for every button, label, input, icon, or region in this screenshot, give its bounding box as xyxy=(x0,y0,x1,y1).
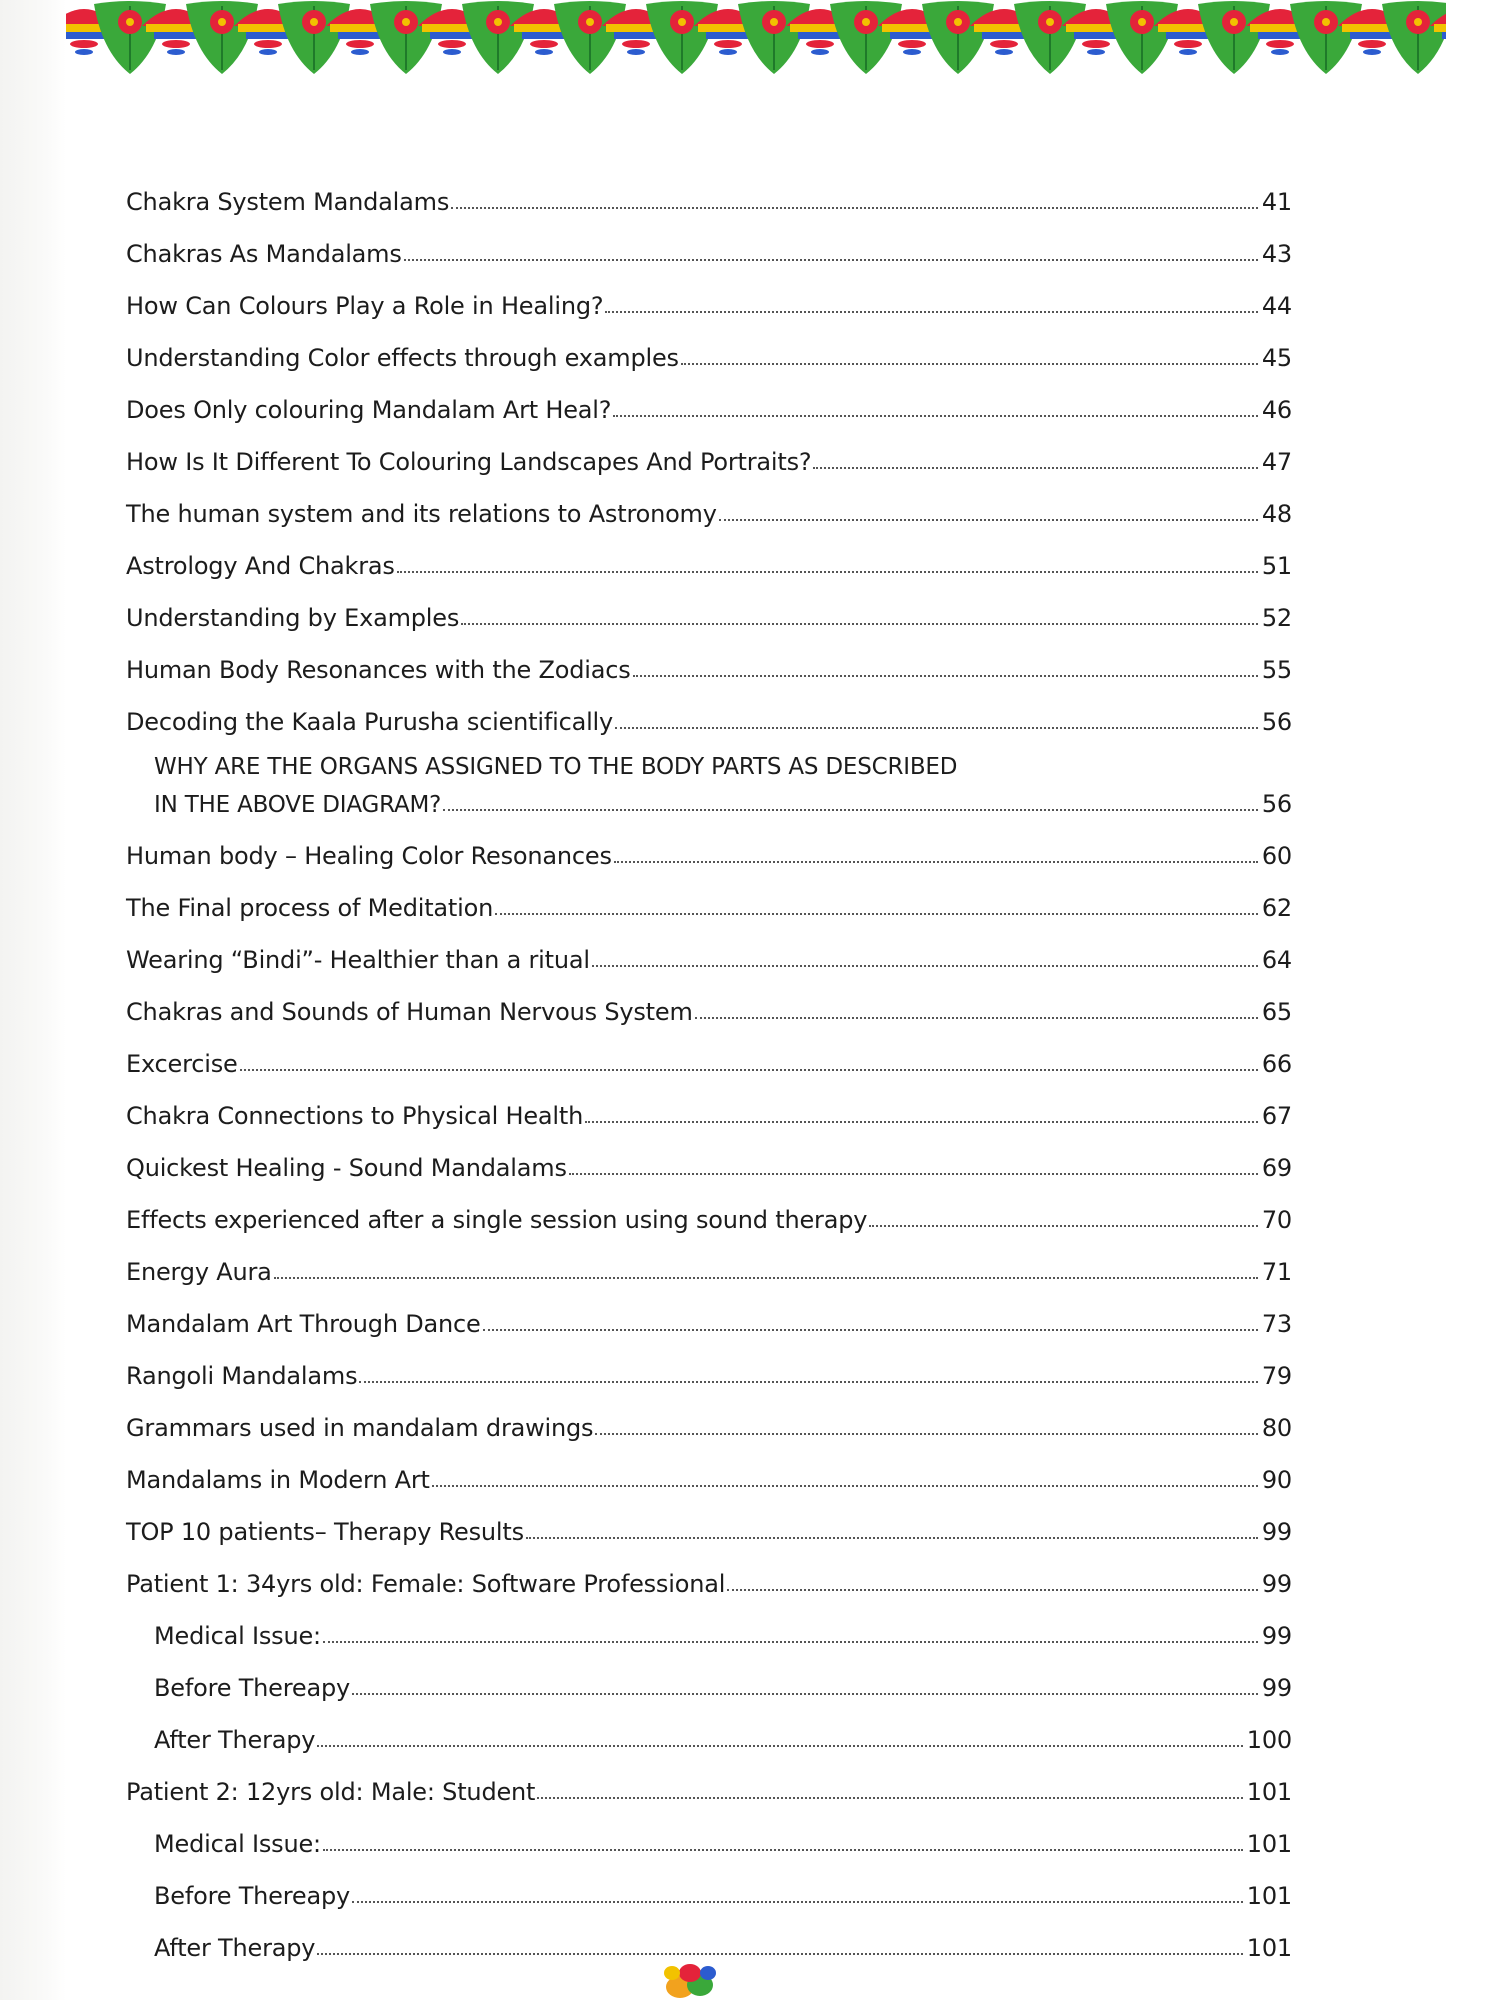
flower-base xyxy=(622,40,650,48)
toc-entry-page-number: 46 xyxy=(1261,396,1292,424)
leaf-flower-center xyxy=(678,18,686,26)
flower-base xyxy=(714,40,742,48)
toc-entry[interactable] xyxy=(126,824,1292,876)
toc-entry-page-number: 99 xyxy=(1261,1570,1292,1598)
toc-entry-page-number: 73 xyxy=(1261,1310,1292,1338)
dot-leader xyxy=(633,675,1258,677)
flower-base xyxy=(719,49,737,55)
toc-entry-title: Energy Aura xyxy=(126,1258,272,1286)
toc-entry-title: Mandalam Art Through Dance xyxy=(126,1310,481,1338)
toc-entry-title: How Is It Different To Colouring Landscapes And Portraits? xyxy=(126,448,812,476)
hands-logo-ornament xyxy=(652,1955,732,2000)
flower-base xyxy=(535,49,553,55)
dot-leader xyxy=(615,727,1258,729)
toc-entry-page-number: 56 xyxy=(1261,708,1292,736)
toc-entry[interactable] xyxy=(126,1084,1292,1136)
dot-leader xyxy=(404,259,1258,261)
dot-leader xyxy=(274,1277,1258,1279)
toc-entry-page-number: 100 xyxy=(1246,1726,1292,1754)
toc-entry[interactable] xyxy=(126,1292,1292,1344)
toc-entry-title: Before Thereapy xyxy=(154,1882,350,1910)
dot-leader xyxy=(592,965,1258,967)
dot-leader xyxy=(537,1797,1243,1799)
toc-entry[interactable] xyxy=(126,1552,1292,1604)
toc-entry-page-number: 99 xyxy=(1261,1674,1292,1702)
flower-band xyxy=(982,32,1026,39)
flower-band xyxy=(1442,32,1446,39)
flower-base xyxy=(1179,49,1197,55)
toc-entry[interactable] xyxy=(126,482,1292,534)
toc-entry-title: Quickest Healing - Sound Mandalams xyxy=(126,1154,567,1182)
decorative-leaf-border xyxy=(66,0,1446,82)
flower-base xyxy=(1271,49,1289,55)
toc-entry-page-number: 62 xyxy=(1261,894,1292,922)
dot-leader xyxy=(681,363,1258,365)
toc-entry-page-number: 101 xyxy=(1246,1934,1292,1962)
dot-leader xyxy=(432,1485,1258,1487)
toc-entry[interactable] xyxy=(126,586,1292,638)
toc-entry-title: Effects experienced after a single session using sound therapy xyxy=(126,1206,868,1234)
toc-entry[interactable] xyxy=(126,928,1292,980)
toc-entry-page-number: 80 xyxy=(1261,1414,1292,1442)
toc-entry[interactable] xyxy=(126,534,1292,586)
flower-base xyxy=(1358,40,1386,48)
leaf-flower-center xyxy=(402,18,410,26)
dot-leader xyxy=(869,1225,1258,1227)
flower-base xyxy=(627,49,645,55)
flower-band xyxy=(1434,24,1446,32)
toc-entry-title: After Therapy xyxy=(154,1934,316,1962)
toc-entry-page-number: 51 xyxy=(1261,552,1292,580)
toc-entry-title: Before Thereapy xyxy=(154,1674,350,1702)
toc-entry-title: Chakras and Sounds of Human Nervous System xyxy=(126,998,693,1026)
dot-leader xyxy=(483,1329,1258,1331)
flower-band xyxy=(338,32,382,39)
toc-entry[interactable] xyxy=(126,690,1292,742)
toc-entry-page-number: 47 xyxy=(1261,448,1292,476)
flower-band xyxy=(798,32,842,39)
table-of-contents xyxy=(126,170,1292,1968)
toc-entry-title: Medical Issue: xyxy=(154,1622,321,1650)
toc-entry-title: Chakra System Mandalams xyxy=(126,188,450,216)
toc-entry-title: Human body – Healing Color Resonances xyxy=(126,842,612,870)
dot-leader xyxy=(695,1017,1258,1019)
toc-entry-page-number: 99 xyxy=(1261,1518,1292,1546)
toc-entry-title: After Therapy xyxy=(154,1726,316,1754)
toc-subheading-entry[interactable] xyxy=(126,742,1292,824)
dot-leader xyxy=(443,809,1258,811)
toc-entry[interactable] xyxy=(126,430,1292,482)
toc-entry-title: Medical Issue: xyxy=(154,1830,321,1858)
flower-band xyxy=(154,32,198,39)
flower-base xyxy=(903,49,921,55)
toc-entry-title: Excercise xyxy=(126,1050,238,1078)
flower-base xyxy=(995,49,1013,55)
dot-leader xyxy=(240,1069,1258,1071)
flower-base xyxy=(438,40,466,48)
leaf-flower-center xyxy=(770,18,778,26)
toc-entry-page-number: 67 xyxy=(1261,1102,1292,1130)
leaf-flower-center xyxy=(954,18,962,26)
toc-entry-title: The Final process of Meditation xyxy=(126,894,494,922)
flower-base xyxy=(1363,49,1381,55)
toc-entry-page-number: 90 xyxy=(1261,1466,1292,1494)
toc-entry[interactable] xyxy=(126,1396,1292,1448)
toc-entry-title: TOP 10 patients– Therapy Results xyxy=(126,1518,524,1546)
toc-entry-title: Chakras As Mandalams xyxy=(126,240,402,268)
flower-band xyxy=(430,32,474,39)
dot-leader xyxy=(605,311,1257,313)
toc-entry[interactable] xyxy=(126,326,1292,378)
dot-leader xyxy=(595,1433,1257,1435)
leaf-flower-center xyxy=(1414,18,1422,26)
toc-entry-title: Grammars used in mandalam drawings xyxy=(126,1414,594,1442)
toc-entry[interactable] xyxy=(126,1136,1292,1188)
dot-leader xyxy=(461,623,1258,625)
flower-base xyxy=(1266,40,1294,48)
toc-entry-page-number: 70 xyxy=(1261,1206,1292,1234)
dot-leader xyxy=(451,207,1258,209)
toc-entry-title: Understanding by Examples xyxy=(126,604,460,632)
toc-subheading-line1: WHY ARE THE ORGANS ASSIGNED TO THE BODY PARTS AS DESCRIBED xyxy=(154,754,958,780)
toc-entry-page-number: 65 xyxy=(1261,998,1292,1026)
leaf-flower-center xyxy=(1230,18,1238,26)
dot-leader xyxy=(614,861,1258,863)
flower-band xyxy=(246,32,290,39)
dot-leader xyxy=(317,1745,1242,1747)
toc-entry-page-number: 99 xyxy=(1261,1622,1292,1650)
flower-base xyxy=(162,40,190,48)
dot-leader xyxy=(323,1849,1243,1851)
leaf-flower-center xyxy=(1138,18,1146,26)
flower-band xyxy=(522,32,566,39)
toc-entry[interactable] xyxy=(126,1188,1292,1240)
toc-entry-title: Decoding the Kaala Purusha scientifically xyxy=(126,708,614,736)
flower-base xyxy=(254,40,282,48)
dot-leader xyxy=(323,1641,1258,1643)
toc-entry-page-number: 79 xyxy=(1261,1362,1292,1390)
leaf-flower-center xyxy=(310,18,318,26)
toc-entry-page-number: 69 xyxy=(1261,1154,1292,1182)
flower-base xyxy=(806,40,834,48)
toc-entry-page-number: 48 xyxy=(1261,500,1292,528)
flower-base xyxy=(70,40,98,48)
flower-base xyxy=(1174,40,1202,48)
toc-entry[interactable] xyxy=(126,170,1292,222)
toc-entry[interactable] xyxy=(126,1240,1292,1292)
leaf-flower-pattern xyxy=(66,0,1446,82)
toc-entry[interactable] xyxy=(126,378,1292,430)
toc-entry[interactable] xyxy=(126,1656,1292,1708)
dot-leader xyxy=(813,467,1257,469)
toc-entry[interactable] xyxy=(126,1448,1292,1500)
flower-base xyxy=(259,49,277,55)
flower-band xyxy=(66,32,106,39)
dot-leader xyxy=(352,1693,1258,1695)
toc-entry[interactable] xyxy=(126,222,1292,274)
toc-entry-page-number: 101 xyxy=(1246,1882,1292,1910)
toc-entry-title: Mandalams in Modern Art xyxy=(126,1466,430,1494)
dot-leader xyxy=(569,1173,1258,1175)
flower-base xyxy=(346,40,374,48)
flower-base xyxy=(75,49,93,55)
flower-base xyxy=(898,40,926,48)
toc-entry-page-number: 41 xyxy=(1261,188,1292,216)
flower-band xyxy=(614,32,658,39)
flower-base xyxy=(167,49,185,55)
toc-entry-title: Astrology And Chakras xyxy=(126,552,395,580)
dot-leader xyxy=(727,1589,1258,1591)
leaf-flower-center xyxy=(494,18,502,26)
leaf-flower-center xyxy=(862,18,870,26)
flower-base xyxy=(811,49,829,55)
leaf-flower-center xyxy=(1322,18,1330,26)
toc-entry-title: Understanding Color effects through examples xyxy=(126,344,679,372)
flower-base xyxy=(1082,40,1110,48)
toc-entry-page-number: 43 xyxy=(1261,240,1292,268)
flower-base xyxy=(351,49,369,55)
dot-leader xyxy=(495,913,1258,915)
toc-entry-title: Human Body Resonances with the Zodiacs xyxy=(126,656,631,684)
toc-entry-page-number: 55 xyxy=(1261,656,1292,684)
dot-leader xyxy=(585,1121,1258,1123)
toc-entry-page-number: 44 xyxy=(1261,292,1292,320)
toc-entry[interactable] xyxy=(126,1708,1292,1760)
flower-base xyxy=(990,40,1018,48)
toc-entry-title: Patient 2: 12yrs old: Male: Student xyxy=(126,1778,536,1806)
toc-entry[interactable] xyxy=(126,1604,1292,1656)
dot-leader xyxy=(613,415,1258,417)
dot-leader xyxy=(317,1953,1242,1955)
flower-band xyxy=(706,32,750,39)
toc-entry[interactable] xyxy=(126,638,1292,690)
flower-base xyxy=(530,40,558,48)
flower-band xyxy=(1166,32,1210,39)
flower-band xyxy=(890,32,934,39)
leaf-flower-center xyxy=(1046,18,1054,26)
toc-entry-title: Does Only colouring Mandalam Art Heal? xyxy=(126,396,612,424)
toc-entry-title: The human system and its relations to Astronomy xyxy=(126,500,717,528)
dot-leader xyxy=(719,519,1258,521)
toc-entry[interactable] xyxy=(126,1760,1292,1812)
toc-entry[interactable] xyxy=(126,1032,1292,1084)
toc-entry[interactable] xyxy=(126,1812,1292,1864)
toc-entry-page-number: 52 xyxy=(1261,604,1292,632)
toc-entry-title: Rangoli Mandalams xyxy=(126,1362,358,1390)
toc-entry[interactable] xyxy=(126,1864,1292,1916)
toc-entry-title: Wearing “Bindi”- Healthier than a ritual xyxy=(126,946,590,974)
toc-subheading-line2: IN THE ABOVE DIAGRAM? xyxy=(154,792,442,818)
toc-subheading-line2-row xyxy=(154,790,1292,818)
page-gutter-shadow xyxy=(0,0,66,2000)
toc-entry-page-number: 64 xyxy=(1261,946,1292,974)
leaf-flower-center xyxy=(586,18,594,26)
dot-leader xyxy=(397,571,1258,573)
toc-entry-page-number: 71 xyxy=(1261,1258,1292,1286)
toc-entry-page-number: 56 xyxy=(1261,790,1292,818)
dot-leader xyxy=(352,1901,1243,1903)
toc-subheading-title-block xyxy=(154,754,1292,818)
toc-entry-page-number: 60 xyxy=(1261,842,1292,870)
toc-entry-title: Chakra Connections to Physical Health xyxy=(126,1102,584,1130)
toc-entry-page-number: 45 xyxy=(1261,344,1292,372)
toc-entry-title: How Can Colours Play a Role in Healing? xyxy=(126,292,604,320)
dot-leader xyxy=(359,1381,1257,1383)
toc-entry[interactable] xyxy=(126,1500,1292,1552)
toc-entry-title: Patient 1: 34yrs old: Female: Software Professional xyxy=(126,1570,726,1598)
flower-band xyxy=(1074,32,1118,39)
toc-entry-page-number: 101 xyxy=(1246,1778,1292,1806)
toc-entry[interactable] xyxy=(126,876,1292,928)
toc-entry[interactable] xyxy=(126,274,1292,326)
dot-leader xyxy=(526,1537,1258,1539)
flower-band xyxy=(1350,32,1394,39)
toc-entry-page-number: 66 xyxy=(1261,1050,1292,1078)
flower-band xyxy=(1258,32,1302,39)
flower-base xyxy=(443,49,461,55)
toc-entry[interactable] xyxy=(126,980,1292,1032)
toc-entry-page-number: 101 xyxy=(1246,1830,1292,1858)
leaf-flower-center xyxy=(126,18,134,26)
leaf-flower-center xyxy=(218,18,226,26)
flower-base xyxy=(1087,49,1105,55)
toc-entry[interactable] xyxy=(126,1344,1292,1396)
